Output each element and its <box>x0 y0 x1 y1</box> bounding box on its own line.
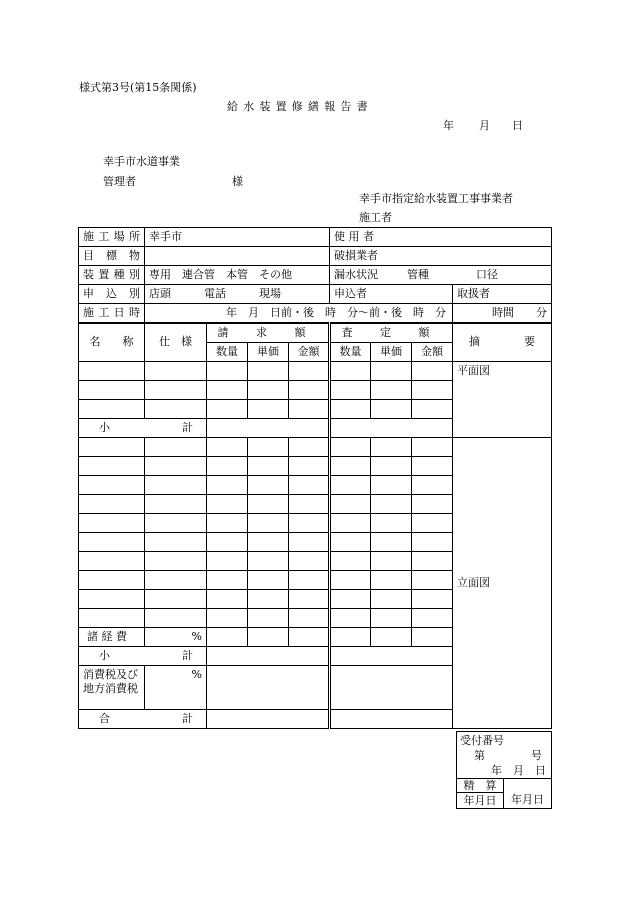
request-unit-price-cell[interactable] <box>248 437 289 456</box>
request-unit-price-cell[interactable] <box>248 513 289 532</box>
settle-ymd-2[interactable]: 年月日 <box>504 793 552 809</box>
request-amount-cell[interactable] <box>289 608 330 627</box>
info-row-place <box>79 228 552 247</box>
request-expense-qty[interactable] <box>207 627 248 646</box>
request-unit-price-cell[interactable] <box>248 532 289 551</box>
tax-percent[interactable]: % <box>145 665 207 709</box>
request-amount-cell[interactable] <box>289 399 330 418</box>
assess-expense-unit-price[interactable] <box>371 627 412 646</box>
request-expense-amount[interactable] <box>289 627 330 646</box>
request-amount-subheader: 金額 <box>289 342 330 361</box>
request-unit-price-cell[interactable] <box>248 399 289 418</box>
assess-amount-cell[interactable] <box>412 475 453 494</box>
request-qty-cell[interactable] <box>207 361 248 380</box>
assess-amount-cell[interactable] <box>412 551 453 570</box>
assess-unit-price-header: 単価 <box>371 342 412 361</box>
elevation-drawing-area[interactable] <box>453 437 552 728</box>
item-spec-cell[interactable] <box>145 532 207 551</box>
apply-label: 申 込 別 <box>79 285 145 304</box>
place-value[interactable]: 幸手市 <box>145 228 330 247</box>
request-qty-cell[interactable] <box>207 513 248 532</box>
assess-amount-cell[interactable] <box>412 361 453 380</box>
addressee-honorific: 様 <box>232 175 243 188</box>
assess-qty-cell[interactable] <box>330 551 371 570</box>
assess-subtotal-2[interactable] <box>330 646 453 665</box>
contractor-title: 幸手市指定給水装置工事事業者 <box>359 192 513 205</box>
handler-label: 取扱者 <box>457 287 490 300</box>
assess-unit-price-cell[interactable] <box>371 361 412 380</box>
settle-blank[interactable] <box>504 779 552 793</box>
request-unit-price-cell[interactable] <box>248 551 289 570</box>
request-amount-cell[interactable] <box>289 456 330 475</box>
expenses-percent[interactable]: % <box>145 627 207 646</box>
applicant-field[interactable] <box>330 285 453 304</box>
request-total-amount[interactable] <box>207 709 330 728</box>
table-row <box>79 437 552 456</box>
request-amount-cell[interactable] <box>289 437 330 456</box>
item-spec-cell[interactable] <box>145 475 207 494</box>
receipt-number-label: 受付番号 <box>460 734 504 747</box>
item-spec-cell[interactable] <box>145 361 207 380</box>
assess-qty-cell[interactable] <box>330 570 371 589</box>
request-subtotal-1[interactable] <box>207 418 330 437</box>
item-name-cell[interactable] <box>79 570 145 589</box>
request-amount-cell[interactable] <box>289 380 330 399</box>
assessed-amount-header: 査 定 額 <box>330 323 453 342</box>
assess-amount-cell[interactable] <box>412 532 453 551</box>
item-name-cell[interactable] <box>79 361 145 380</box>
item-name-cell[interactable] <box>79 551 145 570</box>
damager-field[interactable] <box>330 247 552 266</box>
request-qty-cell[interactable] <box>207 551 248 570</box>
user-label: 使 用 者 <box>334 230 374 243</box>
device-type-options[interactable]: 専用 連合管 本管 その他 <box>145 266 330 285</box>
assess-amount-cell[interactable] <box>412 494 453 513</box>
item-name-cell[interactable] <box>79 608 145 627</box>
work-date-value[interactable]: 年 月 日前・後 時 分〜前・後 時 分 <box>145 304 453 324</box>
item-spec-cell[interactable] <box>145 437 207 456</box>
assess-amount-cell[interactable] <box>412 399 453 418</box>
date-year-label: 年 <box>443 119 454 132</box>
request-qty-cell[interactable] <box>207 532 248 551</box>
assess-tax-amount[interactable] <box>330 665 453 709</box>
request-tax-amount[interactable] <box>207 665 330 709</box>
receipt-go-label: 号 <box>531 749 542 762</box>
assess-qty-cell[interactable] <box>330 361 371 380</box>
receipt-number-row <box>457 732 552 779</box>
assess-qty-cell[interactable] <box>330 589 371 608</box>
info-row-workdate <box>79 304 552 324</box>
applicant-label: 申込者 <box>334 287 367 300</box>
cost-header-row-1 <box>79 323 552 342</box>
receipt-date-label: 年 月 日 <box>491 764 546 777</box>
request-qty-cell[interactable] <box>207 570 248 589</box>
item-name-cell[interactable] <box>79 399 145 418</box>
request-expense-unit-price[interactable] <box>248 627 289 646</box>
request-subtotal-2[interactable] <box>207 646 330 665</box>
pipe-type-label: 管種 <box>407 268 429 281</box>
request-qty-header: 数量 <box>207 342 248 361</box>
name-column-header: 名 称 <box>79 323 145 361</box>
assess-unit-price-cell[interactable] <box>371 494 412 513</box>
assess-qty-cell[interactable] <box>330 532 371 551</box>
settle-date-row <box>457 793 552 809</box>
plan-drawing-label: 平面図 <box>457 363 490 377</box>
request-qty-cell[interactable] <box>207 456 248 475</box>
assess-amount-cell[interactable] <box>412 437 453 456</box>
assess-qty-header: 数量 <box>330 342 371 361</box>
contractor-name-label: 施工者 <box>359 211 392 224</box>
item-spec-cell[interactable] <box>145 608 207 627</box>
item-spec-cell[interactable] <box>145 570 207 589</box>
assess-qty-cell[interactable] <box>330 380 371 399</box>
item-spec-cell[interactable] <box>145 380 207 399</box>
request-amount-cell[interactable] <box>289 570 330 589</box>
request-qty-cell[interactable] <box>207 589 248 608</box>
request-qty-cell[interactable] <box>207 608 248 627</box>
assess-unit-price-cell[interactable] <box>371 513 412 532</box>
item-name-cell[interactable] <box>79 494 145 513</box>
request-unit-price-cell[interactable] <box>248 475 289 494</box>
item-name-cell[interactable] <box>79 475 145 494</box>
handler-field[interactable] <box>453 285 552 304</box>
request-qty-cell[interactable] <box>207 475 248 494</box>
assess-amount-cell[interactable] <box>412 570 453 589</box>
receipt-table <box>456 731 552 809</box>
assess-unit-price-cell[interactable] <box>371 608 412 627</box>
assess-unit-price-cell[interactable] <box>371 399 412 418</box>
report-table <box>78 227 552 729</box>
expenses-label: 諸 経 費 <box>79 627 145 646</box>
assess-amount-cell[interactable] <box>412 589 453 608</box>
item-name-cell[interactable] <box>79 380 145 399</box>
elevation-drawing-label: 立面図 <box>457 575 490 589</box>
assess-unit-price-cell[interactable] <box>371 456 412 475</box>
assess-expense-qty[interactable] <box>330 627 371 646</box>
assess-unit-price-cell[interactable] <box>371 532 412 551</box>
user-field[interactable] <box>330 228 552 247</box>
request-amount-cell[interactable] <box>289 494 330 513</box>
settle-row <box>457 779 552 793</box>
request-qty-cell[interactable] <box>207 494 248 513</box>
assess-total-amount[interactable] <box>330 709 453 728</box>
addressee-organization: 幸手市水道事業 <box>103 155 180 168</box>
assess-qty-cell[interactable] <box>330 608 371 627</box>
request-unit-price-cell[interactable] <box>248 570 289 589</box>
request-amount-header: 請 求 額 <box>207 323 330 342</box>
leak-field[interactable] <box>330 266 552 285</box>
request-unit-price-cell[interactable] <box>248 494 289 513</box>
assess-qty-cell[interactable] <box>330 475 371 494</box>
request-unit-price-cell[interactable] <box>248 608 289 627</box>
request-unit-price-cell[interactable] <box>248 456 289 475</box>
place-label: 施工場所 <box>79 228 145 247</box>
date-month-label: 月 <box>479 119 490 132</box>
request-qty-cell[interactable] <box>207 380 248 399</box>
assess-unit-price-cell[interactable] <box>371 551 412 570</box>
remarks-column-header: 摘 要 <box>453 323 552 361</box>
assess-amount-cell[interactable] <box>412 608 453 627</box>
addressee-title: 管理者 <box>103 175 136 188</box>
assess-subtotal-1[interactable] <box>330 418 453 437</box>
assess-qty-cell[interactable] <box>330 456 371 475</box>
plan-drawing-area[interactable] <box>453 361 552 437</box>
request-amount-cell[interactable] <box>289 361 330 380</box>
subtotal-label-1: 小 計 <box>79 418 207 437</box>
receipt-dai-label: 第 <box>474 749 485 762</box>
assess-qty-cell[interactable] <box>330 437 371 456</box>
assess-unit-price-cell[interactable] <box>371 589 412 608</box>
subtotal-label-2: 小 計 <box>79 646 207 665</box>
request-amount-cell[interactable] <box>289 551 330 570</box>
item-name-cell[interactable] <box>79 437 145 456</box>
total-label: 合 計 <box>79 709 207 728</box>
device-type-label: 装置種別 <box>79 266 145 285</box>
item-spec-cell[interactable] <box>145 551 207 570</box>
item-spec-cell[interactable] <box>145 513 207 532</box>
request-amount-cell[interactable] <box>289 532 330 551</box>
table-row <box>79 361 552 380</box>
spec-column-header: 仕 様 <box>145 323 207 361</box>
receipt-number-field[interactable] <box>457 732 552 779</box>
item-name-cell[interactable] <box>79 456 145 475</box>
request-amount-cell[interactable] <box>289 589 330 608</box>
info-row-landmark <box>79 247 552 266</box>
request-amount-cell[interactable] <box>289 475 330 494</box>
landmark-value[interactable] <box>145 247 330 266</box>
assess-qty-cell[interactable] <box>330 399 371 418</box>
assess-qty-cell[interactable] <box>330 513 371 532</box>
item-name-cell[interactable] <box>79 532 145 551</box>
request-unit-price-cell[interactable] <box>248 589 289 608</box>
page-title: 給水装置修繕報告書 <box>227 100 373 113</box>
item-name-cell[interactable] <box>79 589 145 608</box>
request-amount-cell[interactable] <box>289 513 330 532</box>
item-spec-cell[interactable] <box>145 456 207 475</box>
diameter-label: 口径 <box>476 268 498 281</box>
work-date-label: 施工日時 <box>79 304 145 324</box>
assess-amount-cell[interactable] <box>412 513 453 532</box>
assess-amount-cell[interactable] <box>412 456 453 475</box>
item-name-cell[interactable] <box>79 513 145 532</box>
assess-unit-price-cell[interactable] <box>371 437 412 456</box>
assess-amount-subheader: 金額 <box>412 342 453 361</box>
item-spec-cell[interactable] <box>145 589 207 608</box>
tax-label: 消費税及び地方消費税 <box>79 665 145 709</box>
item-spec-cell[interactable] <box>145 494 207 513</box>
request-qty-cell[interactable] <box>207 437 248 456</box>
settle-ymd-1[interactable]: 年月日 <box>457 793 504 809</box>
request-unit-price-cell[interactable] <box>248 380 289 399</box>
settle-label: 精 算 <box>457 779 504 793</box>
item-spec-cell[interactable] <box>145 399 207 418</box>
leak-label: 漏水状況 <box>334 268 378 281</box>
request-unit-price-cell[interactable] <box>248 361 289 380</box>
form-number: 様式第3号(第15条関係) <box>79 81 197 94</box>
damager-label: 破損業者 <box>334 249 378 262</box>
request-unit-price-header: 単価 <box>248 342 289 361</box>
date-day-label: 日 <box>512 119 523 132</box>
landmark-label: 目 標 物 <box>79 247 145 266</box>
info-row-apply <box>79 285 552 304</box>
assess-unit-price-cell[interactable] <box>371 570 412 589</box>
duration-value[interactable]: 時間 分 <box>453 304 552 324</box>
assess-unit-price-cell[interactable] <box>371 475 412 494</box>
info-row-device <box>79 266 552 285</box>
assess-unit-price-cell[interactable] <box>371 380 412 399</box>
apply-options[interactable]: 店頭 電話 現場 <box>145 285 330 304</box>
assess-amount-cell[interactable] <box>412 380 453 399</box>
request-qty-cell[interactable] <box>207 399 248 418</box>
assess-qty-cell[interactable] <box>330 494 371 513</box>
assess-expense-amount[interactable] <box>412 627 453 646</box>
